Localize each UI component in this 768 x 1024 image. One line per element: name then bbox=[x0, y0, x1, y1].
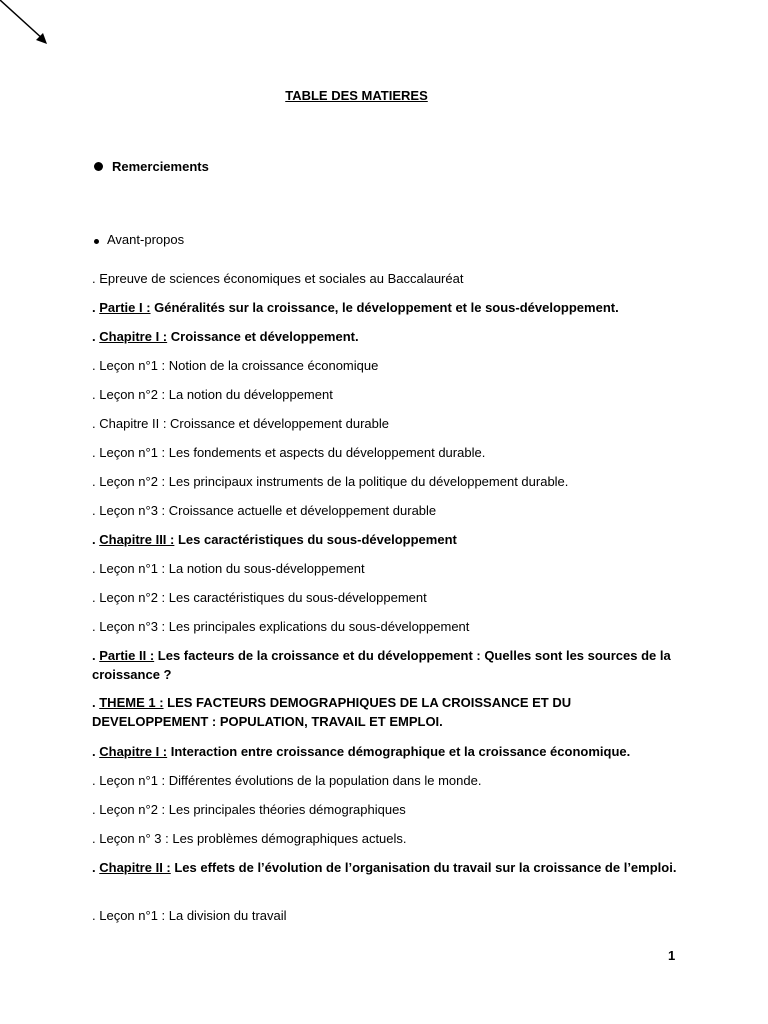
toc-entry: . Leçon n°2 : La notion du développement bbox=[92, 387, 333, 402]
bullet-dot-icon bbox=[94, 162, 103, 171]
toc-entry: . Leçon n°1 : Différentes évolutions de la population dans le monde. bbox=[92, 773, 482, 788]
toc-entry: . Partie II : Les facteurs de la croissance et du développement : Quelles sont les sources de la croissance ? bbox=[92, 648, 671, 682]
toc-entry: . Leçon n°2 : Les caractéristiques du sous-développement bbox=[92, 590, 427, 605]
arrow-icon bbox=[0, 0, 60, 60]
toc-entry: . Chapitre III : Les caractéristiques du sous-développement bbox=[92, 532, 457, 547]
toc-entry: . Chapitre II : Croissance et développement durable bbox=[92, 416, 390, 431]
toc-entry: . Leçon n°2 : Les principales théories démographiques bbox=[92, 802, 406, 817]
toc-entry: . Chapitre II : Les effets de l’évolution de l’organisation du travail sur la croissance de l’emploi. bbox=[92, 860, 677, 875]
toc-entry: . Partie I : Généralités sur la croissance, le développement et le sous-développement. bbox=[92, 300, 619, 315]
bullet-dot-icon bbox=[94, 239, 99, 244]
toc-entry: . Chapitre I : Interaction entre croissance démographique et la croissance économique. bbox=[92, 744, 631, 759]
toc-entry: . Leçon n°3 : Les principales explications du sous-développement bbox=[92, 619, 470, 634]
toc-entry: . Epreuve de sciences économiques et sociales au Baccalauréat bbox=[92, 271, 464, 286]
toc-entry: . Leçon n° 3 : Les problèmes démographiques actuels. bbox=[92, 831, 407, 846]
bullet-remerciements bbox=[94, 159, 209, 174]
bullet-avant-propos bbox=[94, 232, 184, 247]
page-title: TABLE DES MATIERES bbox=[285, 88, 428, 103]
toc-entry: . Leçon n°1 : Notion de la croissance économique bbox=[92, 358, 379, 373]
toc-entry: . Leçon n°1 : La division du travail bbox=[92, 908, 287, 923]
toc-entry: . Leçon n°1 : Les fondements et aspects du développement durable. bbox=[92, 445, 486, 460]
page-number: 1 bbox=[668, 948, 676, 963]
toc-entry: . Leçon n°1 : La notion du sous-développement bbox=[92, 561, 365, 576]
toc-entry: . THEME 1 : LES FACTEURS DEMOGRAPHIQUES DE LA CROISSANCE ET DU DEVELOPPEMENT : POPULATION, TRAVAIL ET EMPLOI. bbox=[92, 695, 572, 729]
toc-entry: . Chapitre I : Croissance et développement. bbox=[92, 329, 359, 344]
toc-entry: . Leçon n°3 : Croissance actuelle et développement durable bbox=[92, 503, 437, 518]
bullet-avant-propos-label: Avant-propos bbox=[107, 232, 185, 247]
toc-entry: . Leçon n°2 : Les principaux instruments de la politique du développement durable. bbox=[92, 474, 569, 489]
bullet-remerciements-label: Remerciements bbox=[112, 159, 209, 174]
